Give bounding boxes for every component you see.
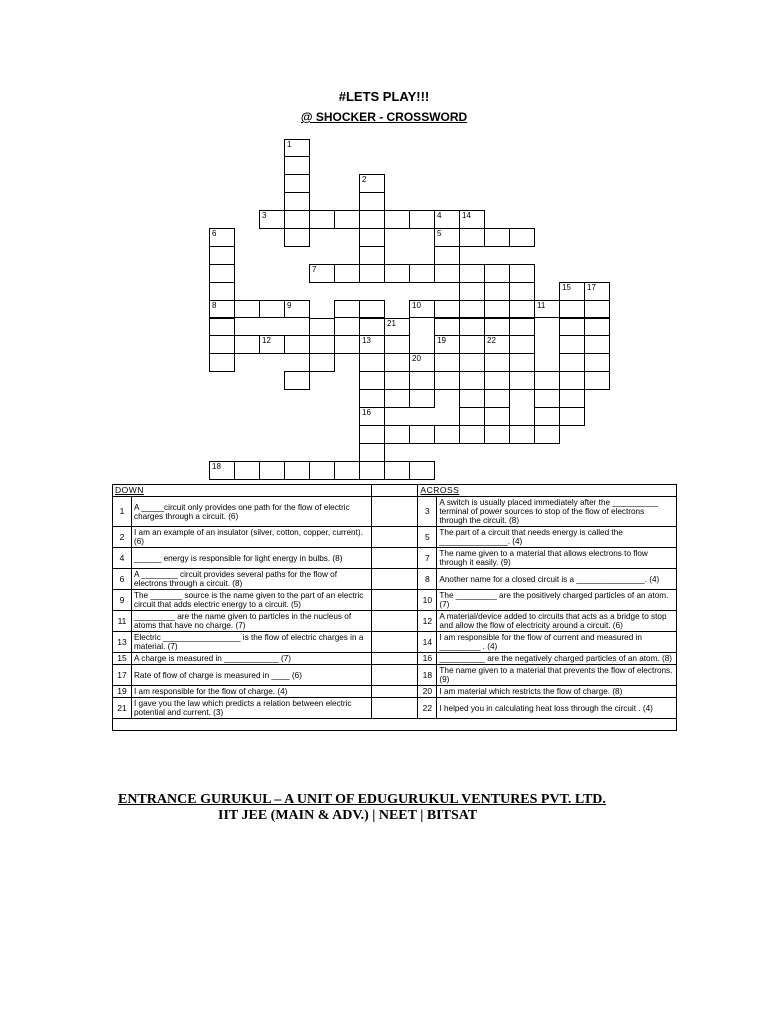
grid-cell[interactable]: [384, 461, 410, 480]
grid-cell[interactable]: [384, 210, 410, 229]
grid-cell[interactable]: [359, 318, 385, 337]
down-clue: A ________ circuit provides several paths for the flow of electrons through a circuit. (8): [131, 569, 371, 590]
grid-cell[interactable]: [409, 461, 435, 480]
grid-cell[interactable]: [284, 156, 310, 175]
grid-cell[interactable]: [559, 335, 585, 354]
grid-cell[interactable]: [384, 264, 410, 283]
clue-number: 19: [437, 336, 446, 346]
grid-cell[interactable]: [234, 461, 260, 480]
grid-cell[interactable]: [584, 371, 610, 390]
clue-number: 6: [212, 229, 217, 238]
grid-cell[interactable]: [284, 139, 310, 158]
grid-cell[interactable]: [459, 407, 485, 426]
grid-cell[interactable]: [584, 282, 610, 301]
grid-cell[interactable]: [384, 425, 410, 444]
clue-number: 3: [262, 211, 267, 221]
across-clue: The _________ are the positively charged particles of an atom. (7): [437, 590, 677, 611]
down-number: 2: [113, 527, 132, 548]
across-number: 5: [418, 527, 437, 548]
grid-cell[interactable]: [434, 353, 460, 372]
clue-number: 1: [287, 139, 292, 149]
clue-number: 2: [362, 175, 367, 185]
across-number: 3: [418, 497, 437, 527]
down-number: 19: [113, 686, 132, 698]
grid-cell[interactable]: [484, 300, 510, 319]
grid-cell[interactable]: [484, 353, 510, 372]
grid-cell[interactable]: [559, 282, 585, 301]
grid-cell[interactable]: [434, 318, 460, 337]
clue-row: [113, 698, 677, 719]
clue-row: [113, 527, 677, 548]
grid-cell[interactable]: [434, 264, 460, 283]
across-clue: A switch is usually placed immediately after the __________ terminal of power sources to stop of the flow of electrons through the circuit. (8): [437, 497, 677, 527]
grid-cell[interactable]: [484, 407, 510, 426]
grid-cell[interactable]: [509, 353, 535, 372]
down-number: 15: [113, 653, 132, 665]
grid-cell[interactable]: [384, 353, 410, 372]
grid-cell[interactable]: [284, 300, 310, 319]
grid-cell[interactable]: [209, 246, 235, 265]
grid-cell[interactable]: [359, 228, 385, 247]
grid-cell[interactable]: [284, 335, 310, 354]
grid-cell[interactable]: [459, 282, 485, 301]
grid-cell[interactable]: [284, 461, 310, 480]
grid-cell[interactable]: [309, 210, 335, 229]
grid-cell[interactable]: [509, 371, 535, 390]
across-clue: A material/device added to circuits that acts as a bridge to stop and allow the flow of electricity around a circuit. (6): [437, 611, 677, 632]
across-number: 8: [418, 569, 437, 590]
grid-cell[interactable]: [359, 264, 385, 283]
clue-row: [113, 665, 677, 686]
grid-cell[interactable]: [484, 228, 510, 247]
grid-cell[interactable]: [459, 210, 485, 229]
grid-cell[interactable]: [559, 407, 585, 426]
grid-cell[interactable]: [359, 443, 385, 462]
grid-cell[interactable]: [409, 389, 435, 408]
grid-cell[interactable]: [559, 353, 585, 372]
grid-cell[interactable]: [459, 371, 485, 390]
clue-number: 18: [212, 461, 221, 471]
grid-cell[interactable]: [209, 335, 235, 354]
across-number: 18: [418, 665, 437, 686]
grid-cell[interactable]: [359, 300, 385, 319]
grid-cell[interactable]: [359, 246, 385, 265]
clue-number: 17: [587, 282, 596, 292]
grid-cell[interactable]: [509, 264, 535, 283]
grid-cell[interactable]: [334, 335, 360, 354]
grid-cell[interactable]: [459, 228, 485, 247]
clue-number: 5: [437, 229, 442, 238]
down-clue: Electric _________________ is the flow of electric charges in a material. (7): [131, 632, 371, 653]
grid-cell[interactable]: [484, 371, 510, 390]
grid-cell[interactable]: [209, 228, 235, 247]
down-heading: DOWN: [113, 485, 372, 497]
clue-number: 8: [212, 300, 217, 310]
grid-cell[interactable]: [209, 282, 235, 301]
grid-cell[interactable]: [209, 461, 235, 480]
page-title: #LETS PLAY!!!: [338, 89, 430, 104]
down-number: 13: [113, 632, 132, 653]
grid-cell[interactable]: [534, 407, 560, 426]
down-clue: _________ are the name given to particles in the nucleus of atoms that have no charge. (7): [131, 611, 371, 632]
down-number: 17: [113, 665, 132, 686]
grid-cell[interactable]: [434, 210, 460, 229]
across-number: 22: [418, 698, 437, 719]
grid-cell[interactable]: [459, 335, 485, 354]
grid-cell[interactable]: [359, 371, 385, 390]
grid-cell[interactable]: [209, 353, 235, 372]
down-clue: ______ energy is responsible for light energy in bulbs. (8): [131, 548, 371, 569]
grid-cell[interactable]: [359, 407, 385, 426]
down-clue: The _______ source is the name given to the part of an electric circuit that adds electric energy to a circuit. (5): [131, 590, 371, 611]
clue-number: 20: [412, 354, 421, 364]
grid-cell[interactable]: [359, 461, 385, 480]
clue-row: [113, 497, 677, 527]
grid-cell[interactable]: [459, 318, 485, 337]
grid-cell[interactable]: [334, 461, 360, 480]
grid-cell[interactable]: [284, 192, 310, 211]
clue-number: 9: [287, 300, 292, 310]
grid-cell[interactable]: [559, 371, 585, 390]
grid-cell[interactable]: [534, 371, 560, 390]
grid-cell[interactable]: [234, 335, 260, 354]
grid-cell[interactable]: [434, 371, 460, 390]
grid-cell[interactable]: [359, 192, 385, 211]
grid-cell[interactable]: [409, 264, 435, 283]
across-clue: I am material which restricts the flow of charge. (8): [437, 686, 677, 698]
grid-cell[interactable]: [584, 335, 610, 354]
grid-cell[interactable]: [459, 300, 485, 319]
down-number: 21: [113, 698, 132, 719]
grid-cell[interactable]: [534, 389, 560, 408]
grid-cell[interactable]: [209, 318, 235, 337]
grid-cell[interactable]: [334, 210, 360, 229]
grid-cell[interactable]: [509, 335, 535, 354]
grid-cell[interactable]: [234, 300, 260, 319]
grid-cell[interactable]: [409, 210, 435, 229]
grid-cell[interactable]: [559, 318, 585, 337]
clue-row: [113, 611, 677, 632]
down-clue: I am responsible for the flow of charge. (4): [131, 686, 371, 698]
across-number: 7: [418, 548, 437, 569]
grid-cell[interactable]: [434, 228, 460, 247]
clue-row: [113, 548, 677, 569]
clue-number: 21: [387, 318, 396, 328]
grid-cell[interactable]: [384, 318, 410, 337]
page-subtitle: @ SHOCKER - CROSSWORD: [300, 110, 468, 124]
grid-cell[interactable]: [359, 210, 385, 229]
grid-cell[interactable]: [409, 425, 435, 444]
grid-cell[interactable]: [584, 300, 610, 319]
grid-cell[interactable]: [509, 300, 535, 319]
grid-cell[interactable]: [559, 389, 585, 408]
grid-cell[interactable]: [259, 210, 285, 229]
across-clue: The name given to a material that prevents the flow of electrons. (9): [437, 665, 677, 686]
clue-number: 13: [362, 336, 371, 346]
grid-cell[interactable]: [259, 461, 285, 480]
grid-cell[interactable]: [484, 318, 510, 337]
grid-cell[interactable]: [409, 300, 435, 319]
grid-cell[interactable]: [459, 389, 485, 408]
grid-cell[interactable]: [534, 425, 560, 444]
grid-cell[interactable]: [384, 335, 410, 354]
clue-row: [113, 653, 677, 665]
clue-number: 15: [562, 282, 571, 292]
grid-cell[interactable]: [334, 300, 360, 319]
grid-cell[interactable]: [309, 318, 335, 337]
grid-cell[interactable]: [434, 300, 460, 319]
clue-number: 11: [537, 300, 546, 310]
down-clue: Rate of flow of charge is measured in ____ (6): [131, 665, 371, 686]
grid-cell[interactable]: [509, 228, 535, 247]
grid-cell[interactable]: [209, 300, 235, 319]
grid-cell[interactable]: [459, 353, 485, 372]
grid-cell[interactable]: [434, 335, 460, 354]
down-clue: I am an example of an insulator (silver, cotton, copper, current). (6): [131, 527, 371, 548]
grid-cell[interactable]: [484, 282, 510, 301]
grid-cell[interactable]: [359, 335, 385, 354]
grid-cell[interactable]: [534, 300, 560, 319]
grid-cell[interactable]: [384, 389, 410, 408]
across-clue: I am responsible for the flow of current and measured in _________ . (4): [437, 632, 677, 653]
grid-cell[interactable]: [359, 425, 385, 444]
down-number: 11: [113, 611, 132, 632]
footer-company: ENTRANCE GURUKUL – A UNIT OF EDUGURUKUL VENTURES PVT. LTD.: [118, 792, 606, 807]
clue-row: [113, 632, 677, 653]
across-clue: The name given to a material that allows electrons to flow through it easily. (9): [437, 548, 677, 569]
grid-cell[interactable]: [484, 425, 510, 444]
across-number: 10: [418, 590, 437, 611]
clue-table: [112, 484, 677, 731]
grid-cell[interactable]: [409, 353, 435, 372]
grid-cell[interactable]: [309, 335, 335, 354]
grid-cell[interactable]: [309, 353, 335, 372]
clue-row: [113, 686, 677, 698]
across-clue: The part of a circuit that needs energy is called the _______________. (4): [437, 527, 677, 548]
clue-row: [113, 569, 677, 590]
grid-cell[interactable]: [309, 461, 335, 480]
grid-cell[interactable]: [509, 282, 535, 301]
grid-cell[interactable]: [459, 264, 485, 283]
clue-number: 16: [362, 408, 371, 417]
clue-number: 10: [412, 300, 421, 310]
down-number: 4: [113, 548, 132, 569]
grid-cell[interactable]: [459, 425, 485, 444]
blank-row: [113, 719, 677, 731]
grid-cell[interactable]: [484, 389, 510, 408]
across-number: 16: [418, 653, 437, 665]
grid-cell[interactable]: [284, 210, 310, 229]
grid-cell[interactable]: [509, 318, 535, 337]
across-number: 14: [418, 632, 437, 653]
grid-cell[interactable]: [584, 353, 610, 372]
grid-cell[interactable]: [434, 246, 460, 265]
grid-cell[interactable]: [484, 264, 510, 283]
grid-cell[interactable]: [284, 174, 310, 193]
grid-cell[interactable]: [334, 264, 360, 283]
down-clue: I gave you the law which predicts a relation between electric potential and current. (3): [131, 698, 371, 719]
across-clue: __________ are the negatively charged particles of an atom. (8): [437, 653, 677, 665]
grid-cell[interactable]: [209, 264, 235, 283]
clue-number: 7: [312, 264, 317, 274]
across-number: 20: [418, 686, 437, 698]
clue-row: [113, 590, 677, 611]
grid-cell[interactable]: [284, 228, 310, 247]
grid-cell[interactable]: [434, 425, 460, 444]
grid-cell[interactable]: [259, 300, 285, 319]
grid-cell[interactable]: [509, 425, 535, 444]
grid-cell[interactable]: [384, 371, 410, 390]
clue-header-row: [113, 485, 677, 497]
grid-cell[interactable]: [584, 318, 610, 337]
down-number: 1: [113, 497, 132, 527]
across-clue: I helped you in calculating heat loss through the circuit . (4): [437, 698, 677, 719]
grid-cell[interactable]: [559, 300, 585, 319]
clue-number: 4: [437, 211, 442, 221]
down-number: 9: [113, 590, 132, 611]
crossword-grid: [0, 0, 768, 470]
down-number: 6: [113, 569, 132, 590]
grid-cell[interactable]: [359, 353, 385, 372]
grid-cell[interactable]: [359, 389, 385, 408]
grid-cell[interactable]: [359, 174, 385, 193]
clue-number: 14: [462, 211, 471, 221]
across-heading: ACROSS: [418, 485, 677, 497]
down-clue: A _____circuit only provides one path for the flow of electric charges through a circuit. (6): [131, 497, 371, 527]
clue-number: 12: [262, 336, 271, 346]
grid-cell[interactable]: [484, 335, 510, 354]
across-number: 12: [418, 611, 437, 632]
grid-cell[interactable]: [309, 264, 335, 283]
down-clue: A charge is measured in ____________ (7): [131, 653, 371, 665]
grid-cell[interactable]: [259, 335, 285, 354]
across-clue: Another name for a closed circuit is a _______________. (4): [437, 569, 677, 590]
grid-cell[interactable]: [284, 371, 310, 390]
clue-number: 22: [487, 336, 496, 346]
footer-courses: IIT JEE (MAIN & ADV.) | NEET | BITSAT: [218, 808, 478, 823]
